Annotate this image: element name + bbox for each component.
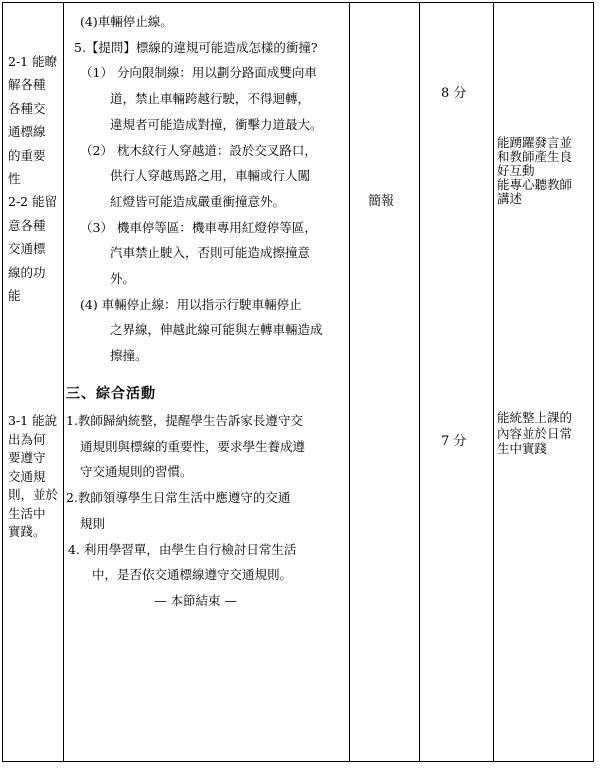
content-line: 道，禁止車輛跨越行駛，不得迴轉， <box>110 91 311 107</box>
objective-line: 解各種 <box>8 77 46 93</box>
content-line: 汽車禁止駛入，否則可能造成擦撞意 <box>110 245 311 261</box>
assessment-line: 和教師產生良 <box>497 149 573 164</box>
assessment-line: 講述 <box>497 191 523 206</box>
content-line: 2.教師領導學生日常生活中應遵守的交通 <box>66 490 291 506</box>
resource-label: 簡報 <box>368 194 395 209</box>
objectives-block-1 <box>8 50 57 307</box>
objective-line: 出為何 <box>8 431 46 447</box>
content-line: (4) 車輛停止線：用以指示行駛車輛停止 <box>80 296 302 312</box>
objective-line: 交通標 <box>8 241 46 257</box>
content-line: 4. 利用學習單，由學生自行檢討日常生活 <box>68 541 297 557</box>
content-line: （1） 分向限制線：用以劃分路面成雙向車 <box>80 65 317 81</box>
content-line: 5.【提問】標線的違規可能造成怎樣的衝撞? <box>74 39 318 55</box>
section-end-marker: — 本節結束 — <box>154 592 237 608</box>
section-title: 三、綜合活動 <box>66 386 156 402</box>
content-line: 違規者可能造成對撞，衝擊力道最大。 <box>110 116 323 132</box>
objectives-block-2 <box>8 412 58 542</box>
assessment-block-2 <box>497 410 572 457</box>
content-line: （2） 枕木紋行人穿越道：設於交叉路口， <box>80 142 317 158</box>
objective-line: 生活中 <box>8 505 46 521</box>
objective-line: 的重要 <box>8 147 46 163</box>
content-line: 外。 <box>110 271 136 287</box>
content-line: 擦撞。 <box>110 348 148 364</box>
time-row-2: 7 分 <box>441 434 467 449</box>
assessment-line: 能專心聽教師 <box>497 177 573 192</box>
objective-line: 交通規 <box>8 468 46 484</box>
assessment-line: 內容並於日常 <box>497 425 573 441</box>
assessment-line: 能踴躍發言並 <box>497 135 573 150</box>
objective-line: 線的功 <box>8 264 46 280</box>
column-divider <box>349 3 350 761</box>
content-line: 中，是否依交通標線遵守交通規則。 <box>92 567 293 583</box>
content-line: 供行人穿越馬路之用，車輛或行人闖 <box>110 168 311 184</box>
content-line: 守交通規則的習慣。 <box>80 464 193 480</box>
assessment-line: 生中實踐 <box>497 441 548 456</box>
assessment-line: 好互動 <box>497 163 535 178</box>
objective-line: 意各種 <box>8 217 46 233</box>
objective-line: 實踐。 <box>8 524 46 539</box>
content-bottom <box>66 408 344 614</box>
content-line: 1.教師歸納統整，提醒學生告訴家長遵守交 <box>66 413 303 428</box>
column-divider <box>493 3 494 761</box>
content-top <box>66 9 344 369</box>
column-divider <box>63 3 64 761</box>
content-line: 紅燈皆可能造成嚴重衝撞意外。 <box>110 193 286 209</box>
time-row-1: 8 分 <box>441 86 467 101</box>
objective-line: 則，並於 <box>8 487 59 502</box>
content-line: (4)車輛停止線。 <box>80 14 173 29</box>
objective-line: 3-1 能說 <box>8 413 58 428</box>
objective-line: 通標線 <box>8 124 46 140</box>
objective-line: 能 <box>8 288 21 304</box>
objective-line: 各種交 <box>8 100 46 116</box>
objective-line: 2-2 能留 <box>8 194 58 210</box>
objective-line: 要遵守 <box>8 450 46 465</box>
content-line: 通規則與標線的重要性，要求學生養成遵 <box>80 438 306 454</box>
objective-line: 2-1 能瞭 <box>8 54 58 69</box>
assessment-line: 能統整上課的 <box>497 410 573 425</box>
assessment-block-1 <box>497 136 572 206</box>
objective-line: 性 <box>8 171 21 187</box>
content-line: 規則 <box>80 515 106 531</box>
content-line: 之界線，伸越此線可能與左轉車輛造成 <box>110 322 323 338</box>
content-line: （3） 機車停等區：機車專用紅燈停等區， <box>80 219 317 235</box>
column-divider <box>419 3 420 761</box>
